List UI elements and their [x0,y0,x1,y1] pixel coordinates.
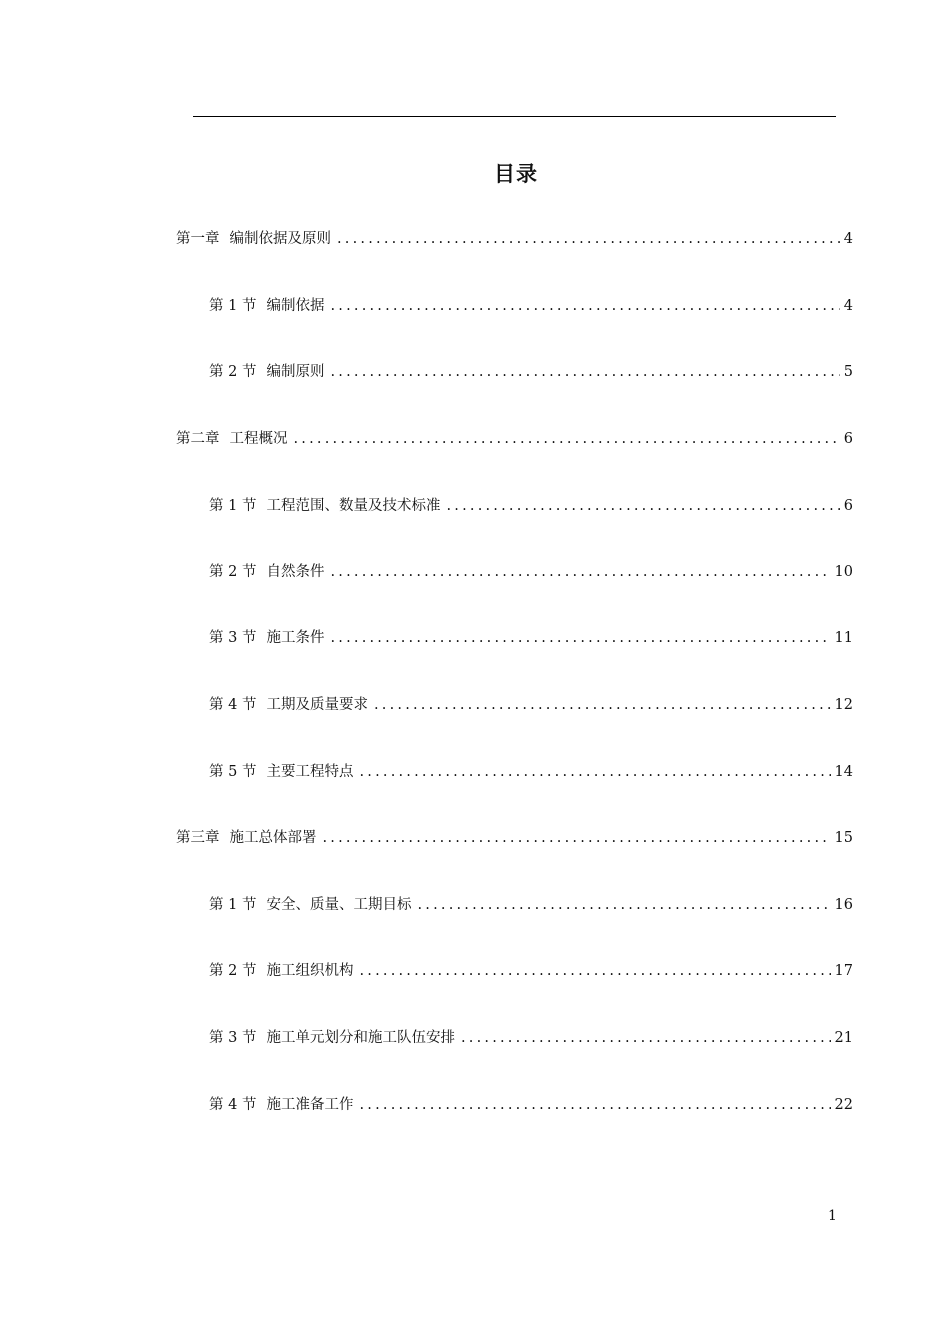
toc-leader-dots [461,1028,831,1048]
toc-leader-dots [323,828,831,848]
toc-entry-page: 12 [834,697,853,713]
toc-entry-number: 第 1 节 [209,897,257,913]
toc-entry-page: 10 [834,564,853,580]
toc-entry-page: 11 [834,630,853,646]
toc-entry[interactable] [176,229,853,249]
toc-entry-page: 15 [834,830,853,846]
toc-entry[interactable] [209,628,853,648]
toc-entry[interactable] [209,362,853,382]
toc-leader-dots [330,628,830,648]
toc-entry[interactable] [209,496,853,516]
toc-entry-title: 编制依据 [266,298,325,314]
toc-entry-title: 编制原则 [266,364,325,380]
toc-leader-dots [337,229,840,249]
toc-entry-number: 第 3 节 [209,1030,257,1046]
toc-leader-dots [330,362,839,382]
toc-entry-title: 施工组织机构 [266,963,354,979]
toc-entry[interactable] [209,296,853,316]
toc-entry-number: 第 4 节 [209,1097,257,1113]
toc-entry-number: 第 2 节 [209,364,257,380]
toc-entry-page: 6 [843,431,853,447]
toc-entry-title: 施工准备工作 [266,1097,354,1113]
toc-entry[interactable] [176,429,853,449]
toc-entry-number: 第 1 节 [209,498,257,514]
toc-entry-title: 工期及质量要求 [266,697,368,713]
toc-entry[interactable] [209,1095,853,1115]
toc-entry-number: 第一章 [176,231,220,247]
toc-entry-page: 5 [843,364,853,380]
toc-leader-dots [359,961,830,981]
toc-entry[interactable] [176,828,853,848]
toc-entry[interactable] [209,762,853,782]
toc-entry-number: 第 4 节 [209,697,257,713]
toc-entry[interactable] [209,1028,853,1048]
toc-leader-dots [330,562,830,582]
page-number: 1 [828,1208,837,1224]
toc-entry[interactable] [209,562,853,582]
toc-leader-dots [330,296,839,316]
toc-entry-page: 6 [843,498,853,514]
toc-entry-page: 14 [834,764,853,780]
toc-entry-number: 第 1 节 [209,298,257,314]
toc-leader-dots [417,895,830,915]
toc-entry-page: 4 [843,298,853,314]
toc-entry-page: 4 [843,231,853,247]
toc-entry-title: 施工单元划分和施工队伍安排 [266,1030,455,1046]
toc-entry-title: 施工总体部署 [229,830,317,846]
toc-leader-dots [359,1095,830,1115]
toc-entry-title: 编制依据及原则 [229,231,331,247]
toc-entry-title: 工程概况 [229,431,288,447]
toc-entry-title: 安全、质量、工期目标 [266,897,412,913]
toc-entry-number: 第 2 节 [209,564,257,580]
toc-entry-number: 第二章 [176,431,220,447]
toc-entry-number: 第 2 节 [209,963,257,979]
toc-entry-page: 22 [834,1097,853,1113]
toc-leader-dots [374,695,831,715]
page-title: 目录 [494,162,538,186]
toc-leader-dots [359,762,830,782]
toc-entry-title: 主要工程特点 [266,764,354,780]
toc-entry-title: 自然条件 [266,564,325,580]
toc-entry[interactable] [209,961,853,981]
toc-entry-title: 施工条件 [266,630,325,646]
toc-entry-page: 16 [834,897,853,913]
toc-entry[interactable] [209,895,853,915]
toc-entry-number: 第 3 节 [209,630,257,646]
toc-entry-number: 第三章 [176,830,220,846]
toc-leader-dots [446,496,839,516]
toc-entry-number: 第 5 节 [209,764,257,780]
toc-entry[interactable] [209,695,853,715]
toc-leader-dots [294,429,840,449]
toc-entry-page: 17 [834,963,853,979]
toc-entry-title: 工程范围、数量及技术标准 [266,498,441,514]
toc-entry-page: 21 [834,1030,853,1046]
